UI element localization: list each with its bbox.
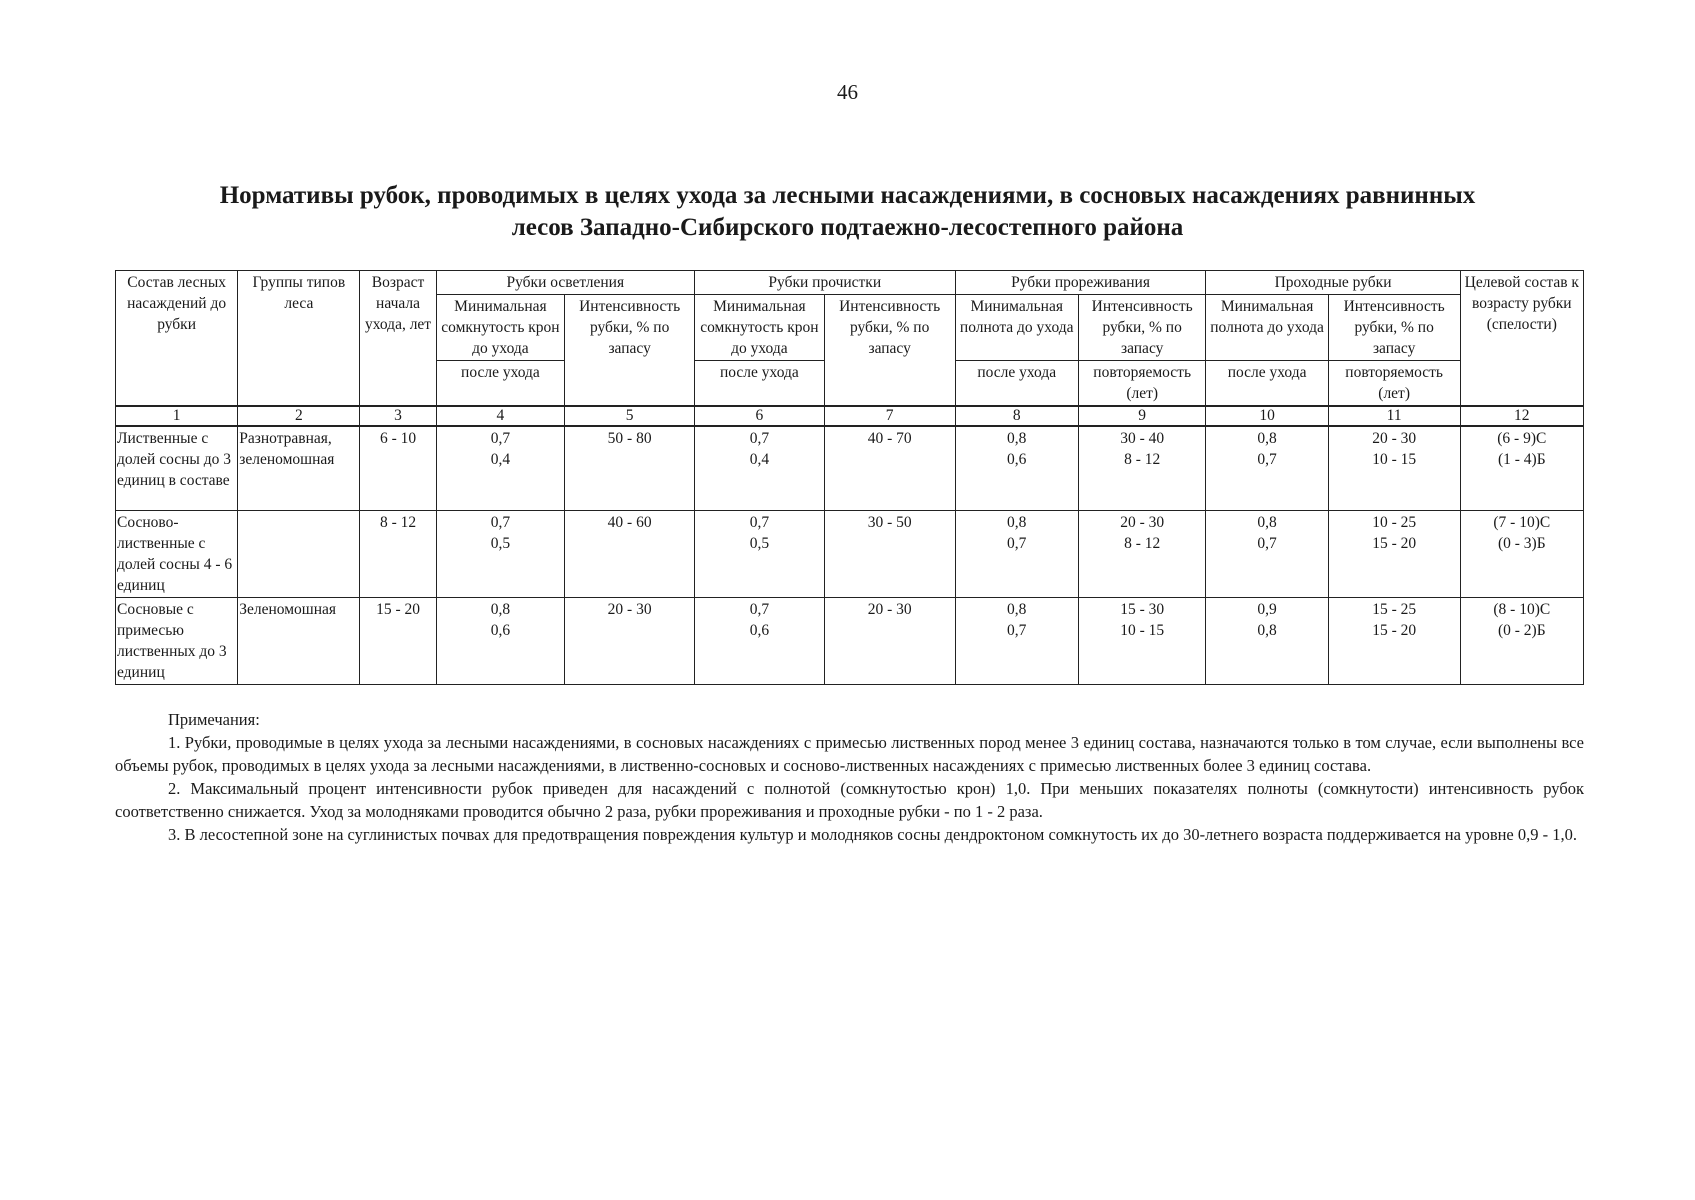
value-cell — [955, 597, 1078, 684]
column-number: 5 — [565, 406, 695, 426]
column-number: 8 — [955, 406, 1078, 426]
column-number: 7 — [824, 406, 955, 426]
header-min-density: Минимальная полнота до ухода — [1206, 295, 1328, 361]
target-pine: (6 - 9)С — [1497, 430, 1547, 447]
value-cell: 50 - 80 — [565, 426, 695, 510]
value-intensity: 20 - 30 — [1372, 430, 1417, 447]
value-before: 0,7 — [749, 430, 770, 447]
column-number: 11 — [1328, 406, 1460, 426]
value-repeat: 15 - 20 — [1372, 621, 1417, 639]
header-after-care: после ухода — [436, 361, 565, 407]
header-min-closure: Минимальная сомкнутость крон до ухода — [695, 295, 825, 361]
target-birch: (0 - 2)Б — [1497, 621, 1546, 639]
header-after-care: после ухода — [1206, 361, 1328, 407]
column-number: 2 — [238, 406, 360, 426]
value-repeat: 10 - 15 — [1372, 451, 1417, 468]
value-cell — [695, 510, 825, 597]
target-pine: (7 - 10)С — [1493, 513, 1551, 531]
page-number: 46 — [837, 80, 858, 104]
value-after: 0,6 — [749, 621, 770, 639]
header-min-closure: Минимальная сомкнутость крон до ухода — [436, 295, 565, 361]
value-after: 0,5 — [490, 534, 511, 552]
value-before: 0,8 — [1257, 430, 1277, 447]
header-composition: Состав лесных насаждений до рубки — [116, 271, 238, 407]
composition-cell: Сосново-лиственные с долей сосны 4 - 6 единиц — [116, 510, 238, 597]
column-number: 9 — [1078, 406, 1206, 426]
header-after-care: после ухода — [695, 361, 825, 407]
header-target-composition: Целевой состав к возрасту рубки (спелости) — [1460, 271, 1583, 407]
title-line-1: Нормативы рубок, проводимых в целях ухода за лесными насаждениями, в сосновых насаждениях равнинных — [219, 182, 1476, 209]
value-cell: 20 - 30 — [824, 597, 955, 684]
value-after: 0,7 — [1257, 451, 1277, 468]
value-cell — [1328, 426, 1460, 510]
age-cell: 6 - 10 — [360, 426, 436, 510]
table-row — [116, 510, 1584, 597]
value-cell — [1206, 510, 1328, 597]
value-before: 0,8 — [490, 600, 511, 618]
column-number: 12 — [1460, 406, 1583, 426]
notes-section — [115, 708, 1584, 846]
forest-type-cell: Разнотравная, зеленомошная — [238, 426, 360, 510]
header-intensity: Интенсивность рубки, % по запасу — [1328, 295, 1460, 361]
header-intensity: Интенсивность рубки, % по запасу — [565, 295, 695, 407]
value-intensity: 15 - 30 — [1120, 600, 1165, 618]
value-after: 0,7 — [1007, 621, 1027, 639]
value-repeat: 10 - 15 — [1120, 621, 1165, 639]
title-line-2: лесов Западно-Сибирского подтаежно-лесостепного района — [511, 214, 1184, 241]
note-item-2: 2. Максимальный процент интенсивности рубок приведен для насаждений с полнотой (сомкнутостью крон) 1,0. При меньших показателях полноты (сомкнутости) интенсивность рубок соответственно снижается. Уход за молодняками проводится обычно 2 раза, рубки прореживания и проходные рубки - по 1 - 2 раза. — [115, 779, 1584, 821]
column-number: 1 — [116, 406, 238, 426]
header-intensity: Интенсивность рубки, % по запасу — [1078, 295, 1206, 361]
forest-type-cell: Зеленомошная — [238, 597, 360, 684]
column-number: 4 — [436, 406, 565, 426]
header-group-prohodnye: Проходные рубки — [1206, 271, 1460, 295]
value-cell — [1078, 597, 1206, 684]
age-cell: 15 - 20 — [360, 597, 436, 684]
header-intensity: Интенсивность рубки, % по запасу — [824, 295, 955, 407]
value-before: 0,7 — [749, 513, 770, 531]
value-cell — [1328, 597, 1460, 684]
value-before: 0,7 — [490, 513, 511, 531]
value-cell — [436, 510, 565, 597]
column-number: 3 — [360, 406, 436, 426]
value-after: 0,7 — [1257, 534, 1277, 552]
header-repeatability: повторяемость (лет) — [1078, 361, 1206, 407]
table-row — [116, 426, 1584, 510]
value-cell: 40 - 60 — [565, 510, 695, 597]
value-repeat: 8 - 12 — [1124, 534, 1161, 552]
value-before: 0,7 — [490, 430, 511, 447]
table-row — [116, 597, 1584, 684]
header-group-osvetleniya: Рубки осветления — [436, 271, 694, 295]
target-cell — [1460, 597, 1583, 684]
column-number-row — [116, 406, 1584, 426]
target-cell — [1460, 426, 1583, 510]
column-number: 10 — [1206, 406, 1328, 426]
value-cell — [955, 510, 1078, 597]
value-cell — [1206, 597, 1328, 684]
value-after: 0,4 — [749, 451, 770, 468]
value-cell — [436, 597, 565, 684]
value-intensity: 15 - 25 — [1372, 600, 1417, 618]
value-cell — [1328, 510, 1460, 597]
value-cell — [1078, 426, 1206, 510]
norms-table — [115, 270, 1584, 685]
note-item-1: 1. Рубки, проводимые в целях ухода за лесными насаждениями, в сосновых насаждениях с примесью лиственных пород менее 3 единиц состава, назначаются только в том случае, если выполнены все объемы рубок, проводимых в целях ухода за лесными насаждениями, в лиственно-сосновых и сосново-лиственных насаждениях с примесью лиственных более 3 единиц состава. — [115, 733, 1584, 775]
header-age: Возраст начала ухода, лет — [360, 271, 436, 407]
value-after: 0,4 — [490, 451, 511, 468]
header-min-density: Минимальная полнота до ухода — [955, 295, 1078, 361]
value-before: 0,7 — [749, 600, 770, 618]
value-cell — [1206, 426, 1328, 510]
value-cell — [955, 426, 1078, 510]
value-after: 0,8 — [1257, 621, 1277, 639]
composition-cell: Лиственные с долей сосны до 3 единиц в составе — [116, 426, 238, 510]
document-title — [120, 180, 1575, 244]
value-before: 0,8 — [1007, 430, 1027, 447]
value-cell: 30 - 50 — [824, 510, 955, 597]
composition-cell: Сосновые с примесью лиственных до 3 единиц — [116, 597, 238, 684]
value-repeat: 15 - 20 — [1372, 534, 1417, 552]
value-after: 0,5 — [749, 534, 770, 552]
notes-heading: Примечания: — [168, 710, 260, 729]
value-before: 0,8 — [1007, 513, 1027, 531]
value-after: 0,6 — [490, 621, 511, 639]
header-group-prorezhivaniya: Рубки прореживания — [955, 271, 1206, 295]
header-forest-type: Группы типов леса — [238, 271, 360, 407]
header-group-prochistki: Рубки прочистки — [695, 271, 956, 295]
value-cell — [695, 426, 825, 510]
value-intensity: 30 - 40 — [1120, 430, 1165, 447]
forest-type-cell — [238, 510, 360, 597]
value-intensity: 10 - 25 — [1372, 513, 1417, 531]
value-before: 0,8 — [1257, 513, 1277, 531]
age-cell: 8 - 12 — [360, 510, 436, 597]
value-cell: 40 - 70 — [824, 426, 955, 510]
value-after: 0,6 — [1007, 451, 1027, 468]
value-cell — [1078, 510, 1206, 597]
value-after: 0,7 — [1007, 534, 1027, 552]
value-cell — [436, 426, 565, 510]
value-before: 0,8 — [1007, 600, 1027, 618]
value-intensity: 20 - 30 — [1120, 513, 1165, 531]
target-pine: (8 - 10)С — [1493, 600, 1551, 618]
value-before: 0,9 — [1257, 600, 1277, 618]
target-birch: (0 - 3)Б — [1497, 534, 1546, 552]
target-cell — [1460, 510, 1583, 597]
value-cell: 20 - 30 — [565, 597, 695, 684]
value-cell — [695, 597, 825, 684]
header-repeatability: повторяемость (лет) — [1328, 361, 1460, 407]
header-after-care: после ухода — [955, 361, 1078, 407]
column-number: 6 — [695, 406, 825, 426]
target-birch: (1 - 4)Б — [1497, 451, 1546, 468]
note-item-3: 3. В лесостепной зоне на суглинистых почвах для предотвращения повреждения культур и молодняков сосны дендроктоном сомкнутость их до 30-летнего возраста поддерживается на уровне 0,9 - 1,0. — [168, 825, 1578, 844]
value-repeat: 8 - 12 — [1124, 451, 1161, 468]
